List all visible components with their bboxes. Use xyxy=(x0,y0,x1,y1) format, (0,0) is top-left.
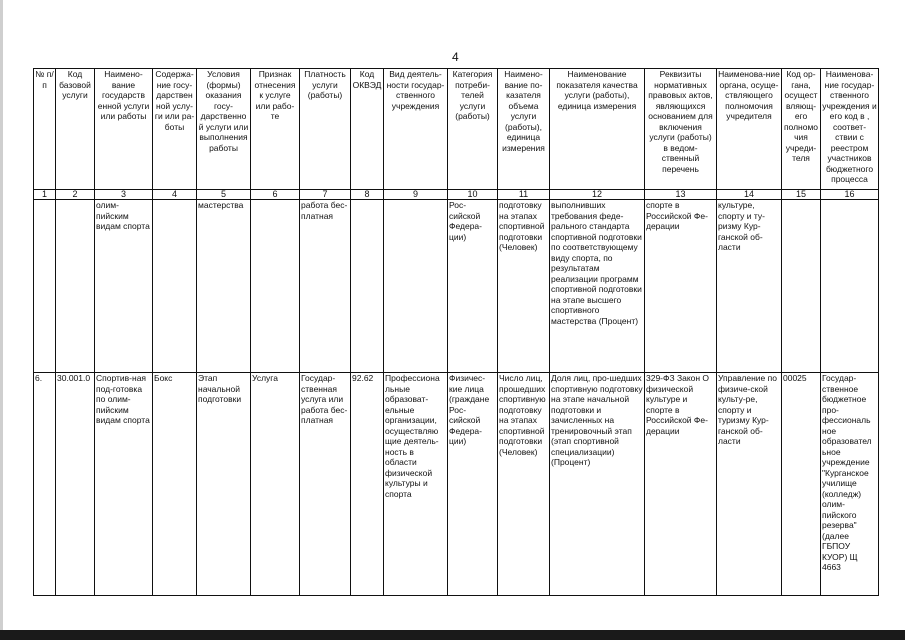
table-row xyxy=(34,373,879,596)
table-cell: спорте в Российской Фе-дерации xyxy=(645,200,717,373)
table-cell xyxy=(34,200,56,373)
table-cell: 6. xyxy=(34,373,56,596)
table-cell: Доля лиц, про-шедших спортивную подготовку на этапе начальной подготовки и зачисленных на тренировочный этап (этап спортивной специализации) (Процент) xyxy=(550,373,645,596)
page-number: 4 xyxy=(452,50,459,64)
header-cell: Вид деятель-ности государ-ственного учреждения xyxy=(384,69,448,190)
table-cell xyxy=(351,200,384,373)
table-cell: Физичес-кие лица (граждане Рос-сийской Федера-ции) xyxy=(448,373,498,596)
table-cell: Спортив-ная под-готовка по олим-пийским видам спорта xyxy=(95,373,153,596)
table-cell xyxy=(56,200,95,373)
header-cell: Категория потреби-телей услуги (работы) xyxy=(448,69,498,190)
scan-edge-shadow xyxy=(0,0,3,640)
column-number: 6 xyxy=(251,190,300,200)
column-number: 3 xyxy=(95,190,153,200)
header-cell: Содержа-ние госу-дарствен ной услу-ги или ра-боты xyxy=(153,69,197,190)
table-cell xyxy=(821,200,879,373)
header-cell: Наимено-вание по-казателя объема услуги (работы), единица измерения xyxy=(498,69,550,190)
column-number: 1 xyxy=(34,190,56,200)
header-cell: Код ор-гана, осущест вляющ-его полномо чия учреди-теля xyxy=(782,69,821,190)
column-number: 7 xyxy=(300,190,351,200)
header-cell: Реквизиты нормативных правовых актов, являющихся основанием для включения услуги (работы) в ведом-ственный перечень xyxy=(645,69,717,190)
header-cell: Наименова-ние органа, осуще-ствляющего полномочия учредителя xyxy=(717,69,782,190)
table-cell: Профессиона льные образоват-ельные организации, осуществляю щие деятель-ность в области физической культуры и спорта xyxy=(384,373,448,596)
column-number: 9 xyxy=(384,190,448,200)
header-cell: Наимено-вание государств енной услуги или работы xyxy=(95,69,153,190)
column-number: 4 xyxy=(153,190,197,200)
column-number: 12 xyxy=(550,190,645,200)
table-cell: Государ-ственное бюджетное про-фессиональ ное образовател ьное учреждение "Курганское училище (колледж) олим-пийского резерва" (далее ГБПОУ КУОР) Щ 4663 xyxy=(821,373,879,596)
column-number: 16 xyxy=(821,190,879,200)
header-cell: Признак отнесения к услуге или рабо-те xyxy=(251,69,300,190)
table-cell: Число лиц, прошедших спортивную подготовку на этапах спортивной подготовки (Человек) xyxy=(498,373,550,596)
table-cell: выполнивших требования феде-рального стандарта спортивной подготовки по соответствующему виду спорта, по результатам реализации программ спортивной подготовки на этапе высшего спортивного мастерства (Процент) xyxy=(550,200,645,373)
header-cell: № п/п xyxy=(34,69,56,190)
table-cell: 329-ФЗ Закон О физической культуре и спорте в Российской Фе-дерации xyxy=(645,373,717,596)
table-cell: 30.001.0 xyxy=(56,373,95,596)
scan-bottom-edge xyxy=(0,630,905,640)
column-number: 11 xyxy=(498,190,550,200)
table-cell xyxy=(384,200,448,373)
table-cell: работа бес-платная xyxy=(300,200,351,373)
table-cell: подготовку на этапах спортивной подготовки (Человек) xyxy=(498,200,550,373)
column-number: 5 xyxy=(197,190,251,200)
header-cell: Код базовой услуги xyxy=(56,69,95,190)
header-cell: Код ОКВЭД xyxy=(351,69,384,190)
column-number: 14 xyxy=(717,190,782,200)
header-cell: Наименование показателя качества услуги (работы), единица измерения xyxy=(550,69,645,190)
column-number: 8 xyxy=(351,190,384,200)
table-cell: Услуга xyxy=(251,373,300,596)
table-cell: Рос-сийской Федера-ции) xyxy=(448,200,498,373)
services-table xyxy=(33,68,879,596)
table-cell: Государ-ственная услуга или работа бес-платная xyxy=(300,373,351,596)
column-number: 15 xyxy=(782,190,821,200)
header-cell: Наименова-ние государ-ственного учреждения и его код в , соответ-ствии с реестром участников бюджетного процесса xyxy=(821,69,879,190)
table-cell xyxy=(782,200,821,373)
table-row xyxy=(34,200,879,373)
table-cell: олим-пийским видам спорта xyxy=(95,200,153,373)
header-cell: Условия (формы) оказания госу-дарственно й услуги или выполнения работы xyxy=(197,69,251,190)
header-row xyxy=(34,69,879,190)
column-number: 13 xyxy=(645,190,717,200)
table-cell: Бокс xyxy=(153,373,197,596)
column-number-row xyxy=(34,190,879,200)
table-cell: 92.62 xyxy=(351,373,384,596)
table-cell: Управление по физиче-ской культу-ре, спорту и туризму Кур-ганской об-ласти xyxy=(717,373,782,596)
table-cell xyxy=(251,200,300,373)
table-cell: мастерства xyxy=(197,200,251,373)
table-cell: 00025 xyxy=(782,373,821,596)
table-cell: культуре, спорту и ту-ризму Кур-ганской об-ласти xyxy=(717,200,782,373)
column-number: 10 xyxy=(448,190,498,200)
table-cell xyxy=(153,200,197,373)
column-number: 2 xyxy=(56,190,95,200)
header-cell: Платность услуги (работы) xyxy=(300,69,351,190)
table-cell: Этап начальной подготовки xyxy=(197,373,251,596)
